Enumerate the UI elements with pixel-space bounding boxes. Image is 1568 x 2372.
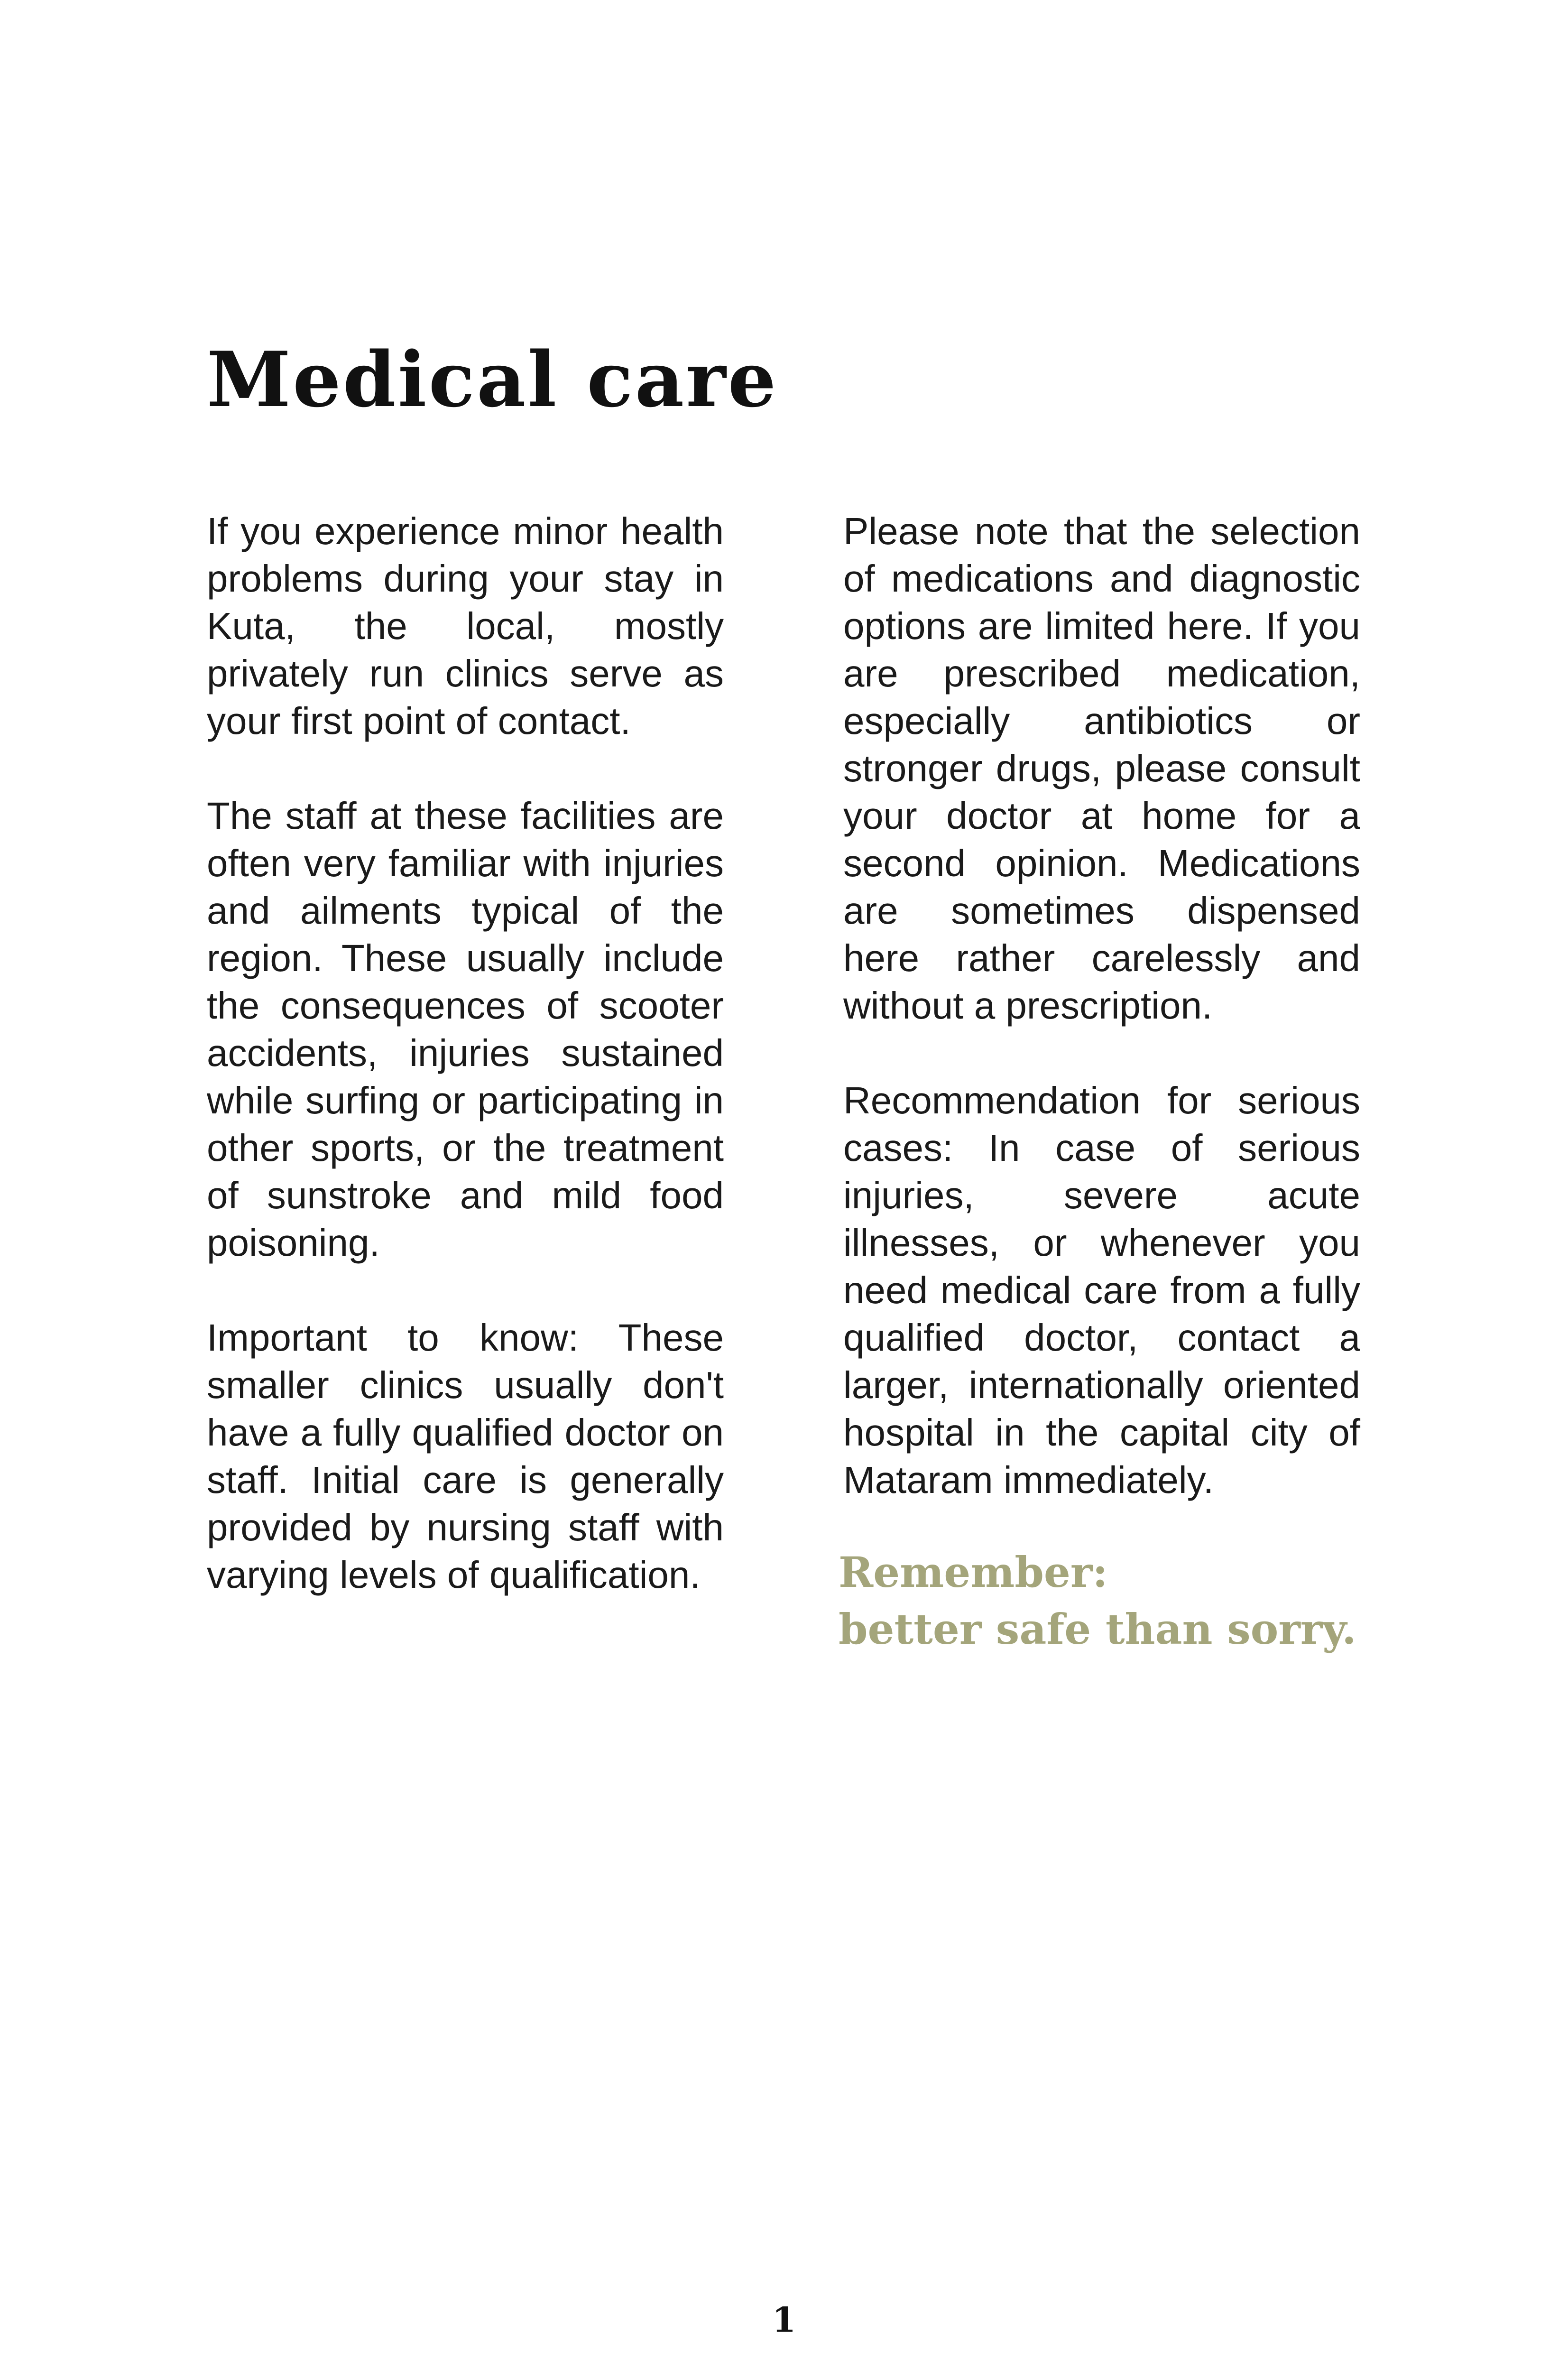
right-column <box>839 508 1360 1658</box>
page-number: 1 <box>772 2299 796 2340</box>
paragraph-serious-cases: Recommendation for serious cases: In case of serious injuries, severe acute illnesses, or whenever you need medical care from a fully qualified doctor, contact a larger, internationally oriented hospital in the capital city of Mataram immediately. <box>843 1079 1360 1501</box>
left-column <box>207 508 724 1646</box>
page-title: Medical care <box>207 335 778 424</box>
paragraph-minor-health-problems: If you experience minor health problems during your stay in Kuta, the local, mostly privately run clinics serve as your first point of contact. <box>207 510 724 742</box>
paragraph-important-to-know: Important to know: These smaller clinics usually don't have a fully qualified doctor on staff. Initial care is generally provided by nursing staff with varying levels of qualification. <box>207 1316 724 1596</box>
paragraph-staff-familiarity: The staff at these facilities are often very familiar with injuries and ailments typical of the region. These usually include the consequences of scooter accidents, injuries sustained while surfing or participating in other sports, or the treatment of sunstroke and mild food poisoning. <box>207 795 724 1264</box>
reminder-callout <box>839 1544 1360 1658</box>
paragraph-medications-note: Please note that the selection of medications and diagnostic options are limited here. If you are prescribed medication, especially antibiotics or stronger drugs, please consult your doctor at home for a second opinion. Medications are sometimes dispensed here rather carelessly and without a prescription. <box>843 510 1360 1027</box>
callout-line-1: Remember: <box>839 1547 1108 1597</box>
callout-line-2: better safe than sorry. <box>839 1604 1356 1654</box>
